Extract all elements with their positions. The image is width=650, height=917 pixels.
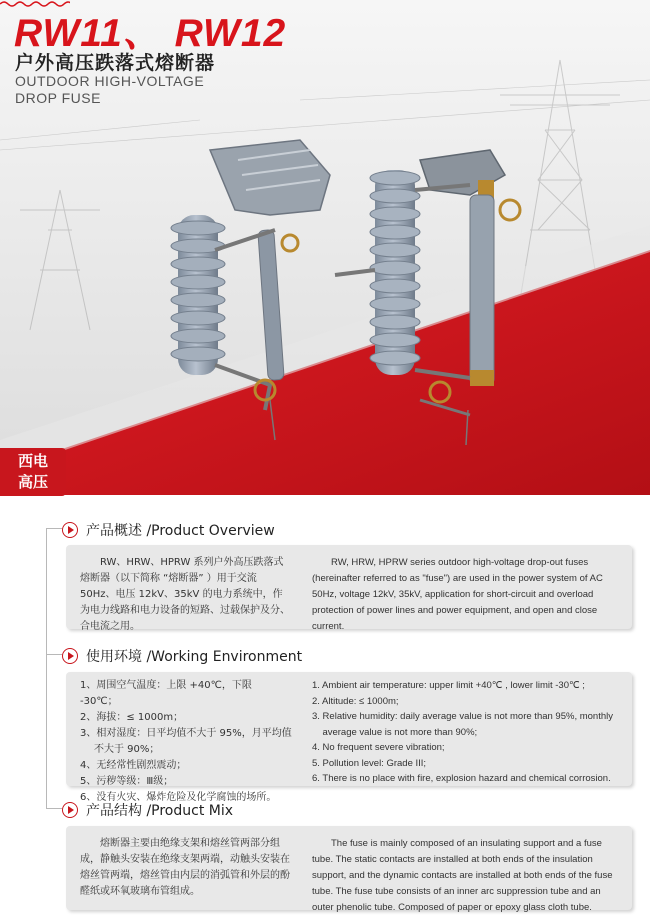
list-item: 1. Ambient air temperature: upper limit +40℃ , lower limit -30℃ ; [312, 680, 585, 691]
section-mix-header [62, 800, 233, 820]
badge-line2: 高压 [17, 473, 48, 491]
section-title: 产品概述 /Product Overview [86, 523, 275, 539]
timeline-tick [46, 808, 62, 809]
overview-panel [66, 545, 632, 632]
section-overview-header [62, 520, 275, 540]
list-item: 3. Relative humidity: daily average value is not more than 95%, monthly average value is not more than 90%; [312, 711, 613, 738]
overview-text-cn: RW、HRW、HPRW 系列户外高压跌落式熔断器（以下简称 “熔断器” ）用于交流 50Hz、电压 12kV、35kV 的电力系统中，作为电力线路和电力设备的短路、过载保护及分、合电流之用。 [80, 557, 290, 632]
section-title: 产品结构 /Product Mix [86, 803, 234, 819]
list-item: 3、相对湿度：日平均值不大于 95%，月平均值不大于 90%； [80, 728, 292, 755]
list-item: 6. There is no place with fire, explosion hazard and chemical corrosion. [312, 773, 611, 784]
environment-list-en [300, 672, 632, 786]
list-item: 4、无经常性剧烈震动； [80, 760, 187, 771]
environment-panel [66, 672, 632, 803]
play-circle-icon [62, 648, 78, 664]
product-subtitle-en-line1: OUTDOOR HIGH-VOLTAGE [15, 73, 205, 89]
overview-text-en: RW, HRW, HPRW series outdoor high-voltage drop-out fuses (hereinafter referred to as "fuse") are used in the power system of AC 50Hz, voltage 12kV, 35kV, application for short-circuit and overload protection of power lines and power equipment, and open and close current. [312, 557, 603, 632]
decorative-wave [0, 0, 70, 8]
play-circle-icon [62, 802, 78, 818]
product-subtitle-en-line2: DROP FUSE [15, 90, 101, 106]
play-circle-icon [62, 522, 78, 538]
badge-line1: 西电 [17, 452, 48, 470]
timeline-line [46, 528, 47, 798]
timeline-tick [46, 528, 62, 529]
timeline-line [46, 798, 47, 808]
list-item: 2、海拔：≤ 1000m； [80, 712, 184, 723]
timeline-tick [46, 654, 62, 655]
list-item: 1、周围空气温度：上限 +40℃，下限 -30℃； [80, 680, 252, 707]
section-title: 使用环境 /Working Environment [86, 649, 303, 665]
mix-text-cn: 熔断器主要由绝缘支架和熔丝管两部分组成，静触头安装在绝缘支架两端，动触头安装在熔丝管两端，熔丝管由内层的消弧管和外层的酚醛纸或环氧玻璃布管组成。 [80, 838, 290, 897]
mix-text-en: The fuse is mainly composed of an insulating support and a fuse tube. The static contacts are installed at both ends of the insulation support, and the dynamic contacts are installed at both ends of the fuse tube. The fuse tube consists of an inner arc suppression tube and an outer phenolic tube. Composed of paper or epoxy glass cloth tube. [312, 838, 613, 913]
environment-list-cn [66, 672, 300, 803]
list-item: 2. Altitude: ≤ 1000m; [312, 695, 399, 707]
product-subtitle-cn: 户外高压跌落式熔断器 [15, 52, 216, 74]
list-item: 6、没有火灾、爆炸危险及化学腐蚀的场所。 [80, 792, 277, 803]
list-item: 4. No frequent severe vibration; [312, 742, 445, 753]
mix-panel [66, 826, 632, 913]
list-item: 5、污秽等级：Ⅲ级； [80, 776, 174, 787]
section-environment-header [62, 646, 302, 666]
brand-badge [0, 448, 66, 496]
list-item: 5. Pollution level: Grade III; [312, 757, 427, 769]
product-title: RW11、 RW12 [14, 12, 287, 55]
